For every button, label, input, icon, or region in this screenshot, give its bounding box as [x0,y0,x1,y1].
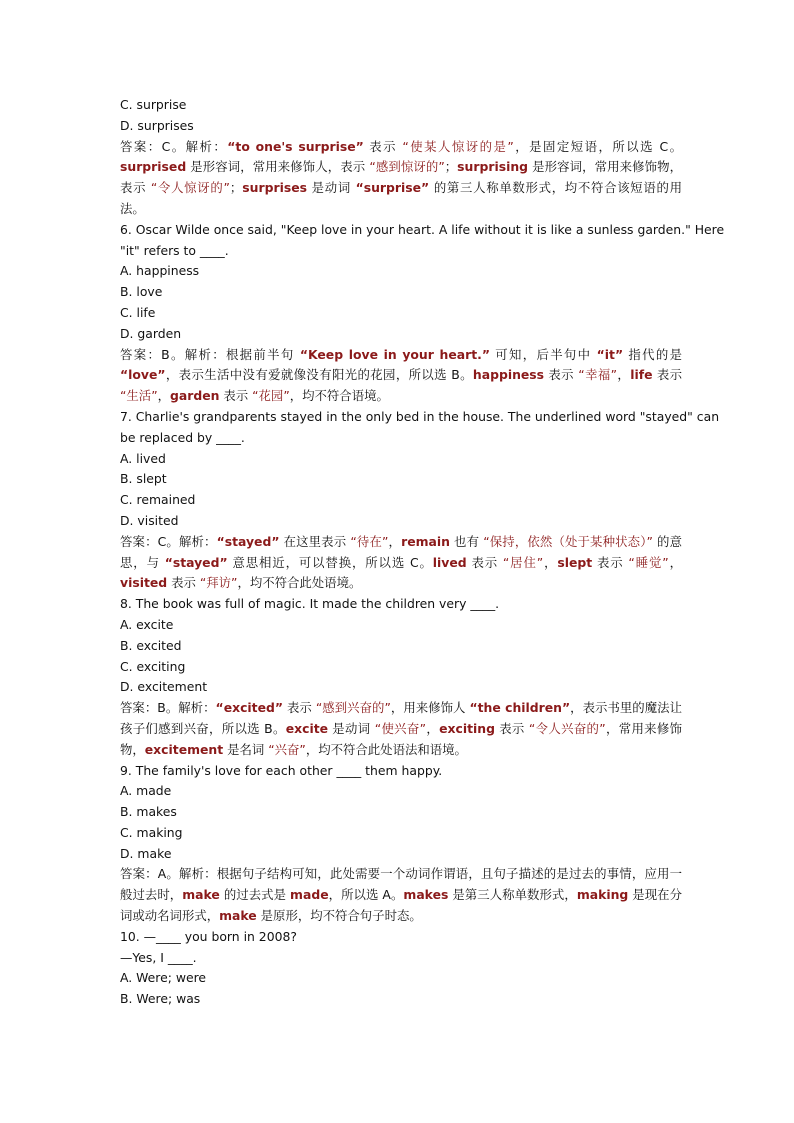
highlight-term: surprised [120,159,187,175]
highlight-term: making [576,887,629,903]
highlight-term: “保持，依然（处于某种状态）” [483,533,653,549]
explanation-text: 意思相近，可以替换，所以选 C。 [227,554,433,570]
explanation-text: 表示 [219,388,253,404]
text-line: 8. The book was full of magic. It made the children very ____. [120,596,500,612]
explanation-text: ； [229,180,243,196]
highlight-term: “stayed” [216,533,280,549]
text-line: 7. Charlie's grandparents stayed in the only bed in the house. The underlined word "stayed" can [120,408,720,424]
text-line: B. makes [120,804,177,820]
text-line: —Yes, I ____. [120,949,197,965]
answer-explanation [120,698,682,760]
explanation-text: 表示 [494,720,529,736]
explanation-text: 表示 [363,138,403,154]
explanation-text: ， [388,533,402,549]
explanation-text: 的过去式是 [219,887,291,903]
highlight-term: slept [557,554,593,570]
text-line: B. Were; was [120,991,201,1007]
explanation-text: ，均不符合此处语境。 [237,575,362,591]
explanation-text: 答案：C。解析： [120,533,217,549]
text-line: 9. The family's love for each other ____ them happy. [120,762,443,778]
explanation-text: ，常用来修饰物， [120,720,682,757]
explanation-text: 也有 [449,533,484,549]
explanation-text: 在这里表示 [279,533,351,549]
explanation-text: 表示 [466,554,503,570]
highlight-term: make [219,908,257,924]
explanation-text: 可知，后半句中 [490,346,597,362]
explanation-text: 是名词 [223,741,269,757]
explanation-text: ，均不符合语境。 [289,388,389,404]
highlight-term: exciting [439,720,495,736]
text-line: B. love [120,284,163,300]
highlight-term: “感到惊讶的” [369,159,445,175]
highlight-term: made [290,887,329,903]
text-line: D. garden [120,325,182,341]
explanation-text: 的意思，与 [120,533,682,570]
highlight-term: “拜访” [199,575,238,591]
text-line: A. happiness [120,263,200,279]
explanation-text: 表示 [167,575,200,591]
answer-explanation [120,345,682,407]
highlight-term: “花园” [252,388,290,404]
highlight-term: lived [432,554,467,570]
explanation-text: ， [668,554,683,570]
highlight-term: surprises [242,180,307,196]
text-line: B. excited [120,637,182,653]
highlight-term: “Keep love in your heart.” [299,346,490,362]
highlight-term: garden [170,388,220,404]
text-line: C. surprise [120,97,187,112]
text-line: 6. Oscar Wilde once said, "Keep love in your heart. A life without it is like a sunless garden." Here [120,221,725,237]
highlight-term: makes [403,887,449,903]
text-line: A. Were; were [120,970,207,986]
highlight-term: “令人兴奋的” [528,720,606,736]
explanation-text: 是动词 [306,180,356,196]
explanation-text: 的第三人称单数形式，均不符合该短语的用法。 [120,180,682,216]
explanation-text: 指代的是 [623,346,682,362]
highlight-term: “使某人惊讶的是” [402,138,514,154]
highlight-term: “it” [596,346,624,362]
answer-explanation [120,137,682,220]
answer-explanation [120,532,682,594]
explanation-text: 答案：B。解析： [120,700,216,716]
explanation-text: 答案：A。解析：根据句子结构可知，此处需要一个动词作谓语，且句子描述的是过去的事情，应用一般过去时， [120,866,682,903]
explanation-text: ，所以选 A。 [328,887,404,903]
highlight-term: “stayed” [164,554,228,570]
highlight-term: “surprise” [355,180,430,196]
text-line: C. remained [120,492,196,508]
text-line: D. make [120,845,172,861]
highlight-term: “居住” [502,554,544,570]
answer-explanation [120,864,682,926]
highlight-term: excitement [144,741,224,757]
explanation-text: ，表示书里的魔法让孩子们感到兴奋，所以选 B。 [120,700,682,736]
explanation-text: ，均不符合此处语法和语境。 [305,741,467,757]
highlight-term: excite [285,720,329,736]
text-line: C. exciting [120,658,186,674]
highlight-term: “to one's surprise” [227,138,364,154]
text-line: 10. —____ you born in 2008? [120,928,297,944]
explanation-text: ， [157,388,171,404]
explanation-text: ，表示生活中没有爱就像没有阳光的花园，所以选 B。 [165,367,473,383]
text-line: be replaced by ____. [120,429,245,445]
highlight-term: “excited” [215,700,284,716]
highlight-term: “感到兴奋的” [315,700,391,716]
text-line: C. life [120,304,156,320]
highlight-term: “love” [120,367,166,383]
explanation-text: 表示 [652,367,682,383]
highlight-term: visited [120,575,168,591]
explanation-text: 是形容词，常用来修饰人，表示 [186,159,370,175]
explanation-text: ， [426,720,440,736]
text-line: A. lived [120,450,166,466]
highlight-term: life [630,367,653,383]
explanation-text: 是原形，均不符合句子时态。 [256,908,422,924]
text-line: "it" refers to ____. [120,242,229,258]
highlight-term: “the children” [469,700,571,716]
explanation-text: ，是固定短语，所以选 C。 [513,138,682,154]
highlight-term: make [182,887,220,903]
explanation-text: 表示 [283,700,316,716]
text-line: C. making [120,824,183,840]
highlight-term: “生活” [120,388,158,404]
explanation-text: ，用来修饰人 [390,700,470,716]
highlight-term: surprising [457,159,529,175]
explanation-text: 答案：B。解析：根据前半句 [120,346,300,362]
text-line: A. excite [120,616,174,632]
highlight-term: “幸福” [578,367,618,383]
text-line: A. made [120,783,172,799]
text-line: D. excitement [120,679,208,695]
highlight-term: “待在” [350,533,389,549]
highlight-term: happiness [472,367,545,383]
explanation-text: 答案：C。解析： [120,138,228,154]
document-page [120,95,725,1010]
highlight-term: “使兴奋” [374,720,427,736]
explanation-text: 表示 [592,554,629,570]
explanation-text: 是形容词，常用来修饰物，表示 [120,159,682,196]
explanation-text: ， [543,554,558,570]
explanation-text: ； [444,159,458,175]
explanation-text: 是现在分词或动名词形式， [120,887,682,924]
highlight-term: “睡觉” [628,554,669,570]
text-line: B. slept [120,471,167,487]
explanation-text: 是第三人称单数形式， [448,887,577,903]
explanation-text: ， [617,367,631,383]
highlight-term: remain [401,533,450,549]
text-line: D. surprises [120,117,194,133]
highlight-term: “令人惊讶的” [150,180,230,196]
explanation-text: 是动词 [328,720,375,736]
text-line: D. visited [120,512,179,528]
explanation-text: 表示 [544,367,579,383]
highlight-term: “兴奋” [268,741,306,757]
